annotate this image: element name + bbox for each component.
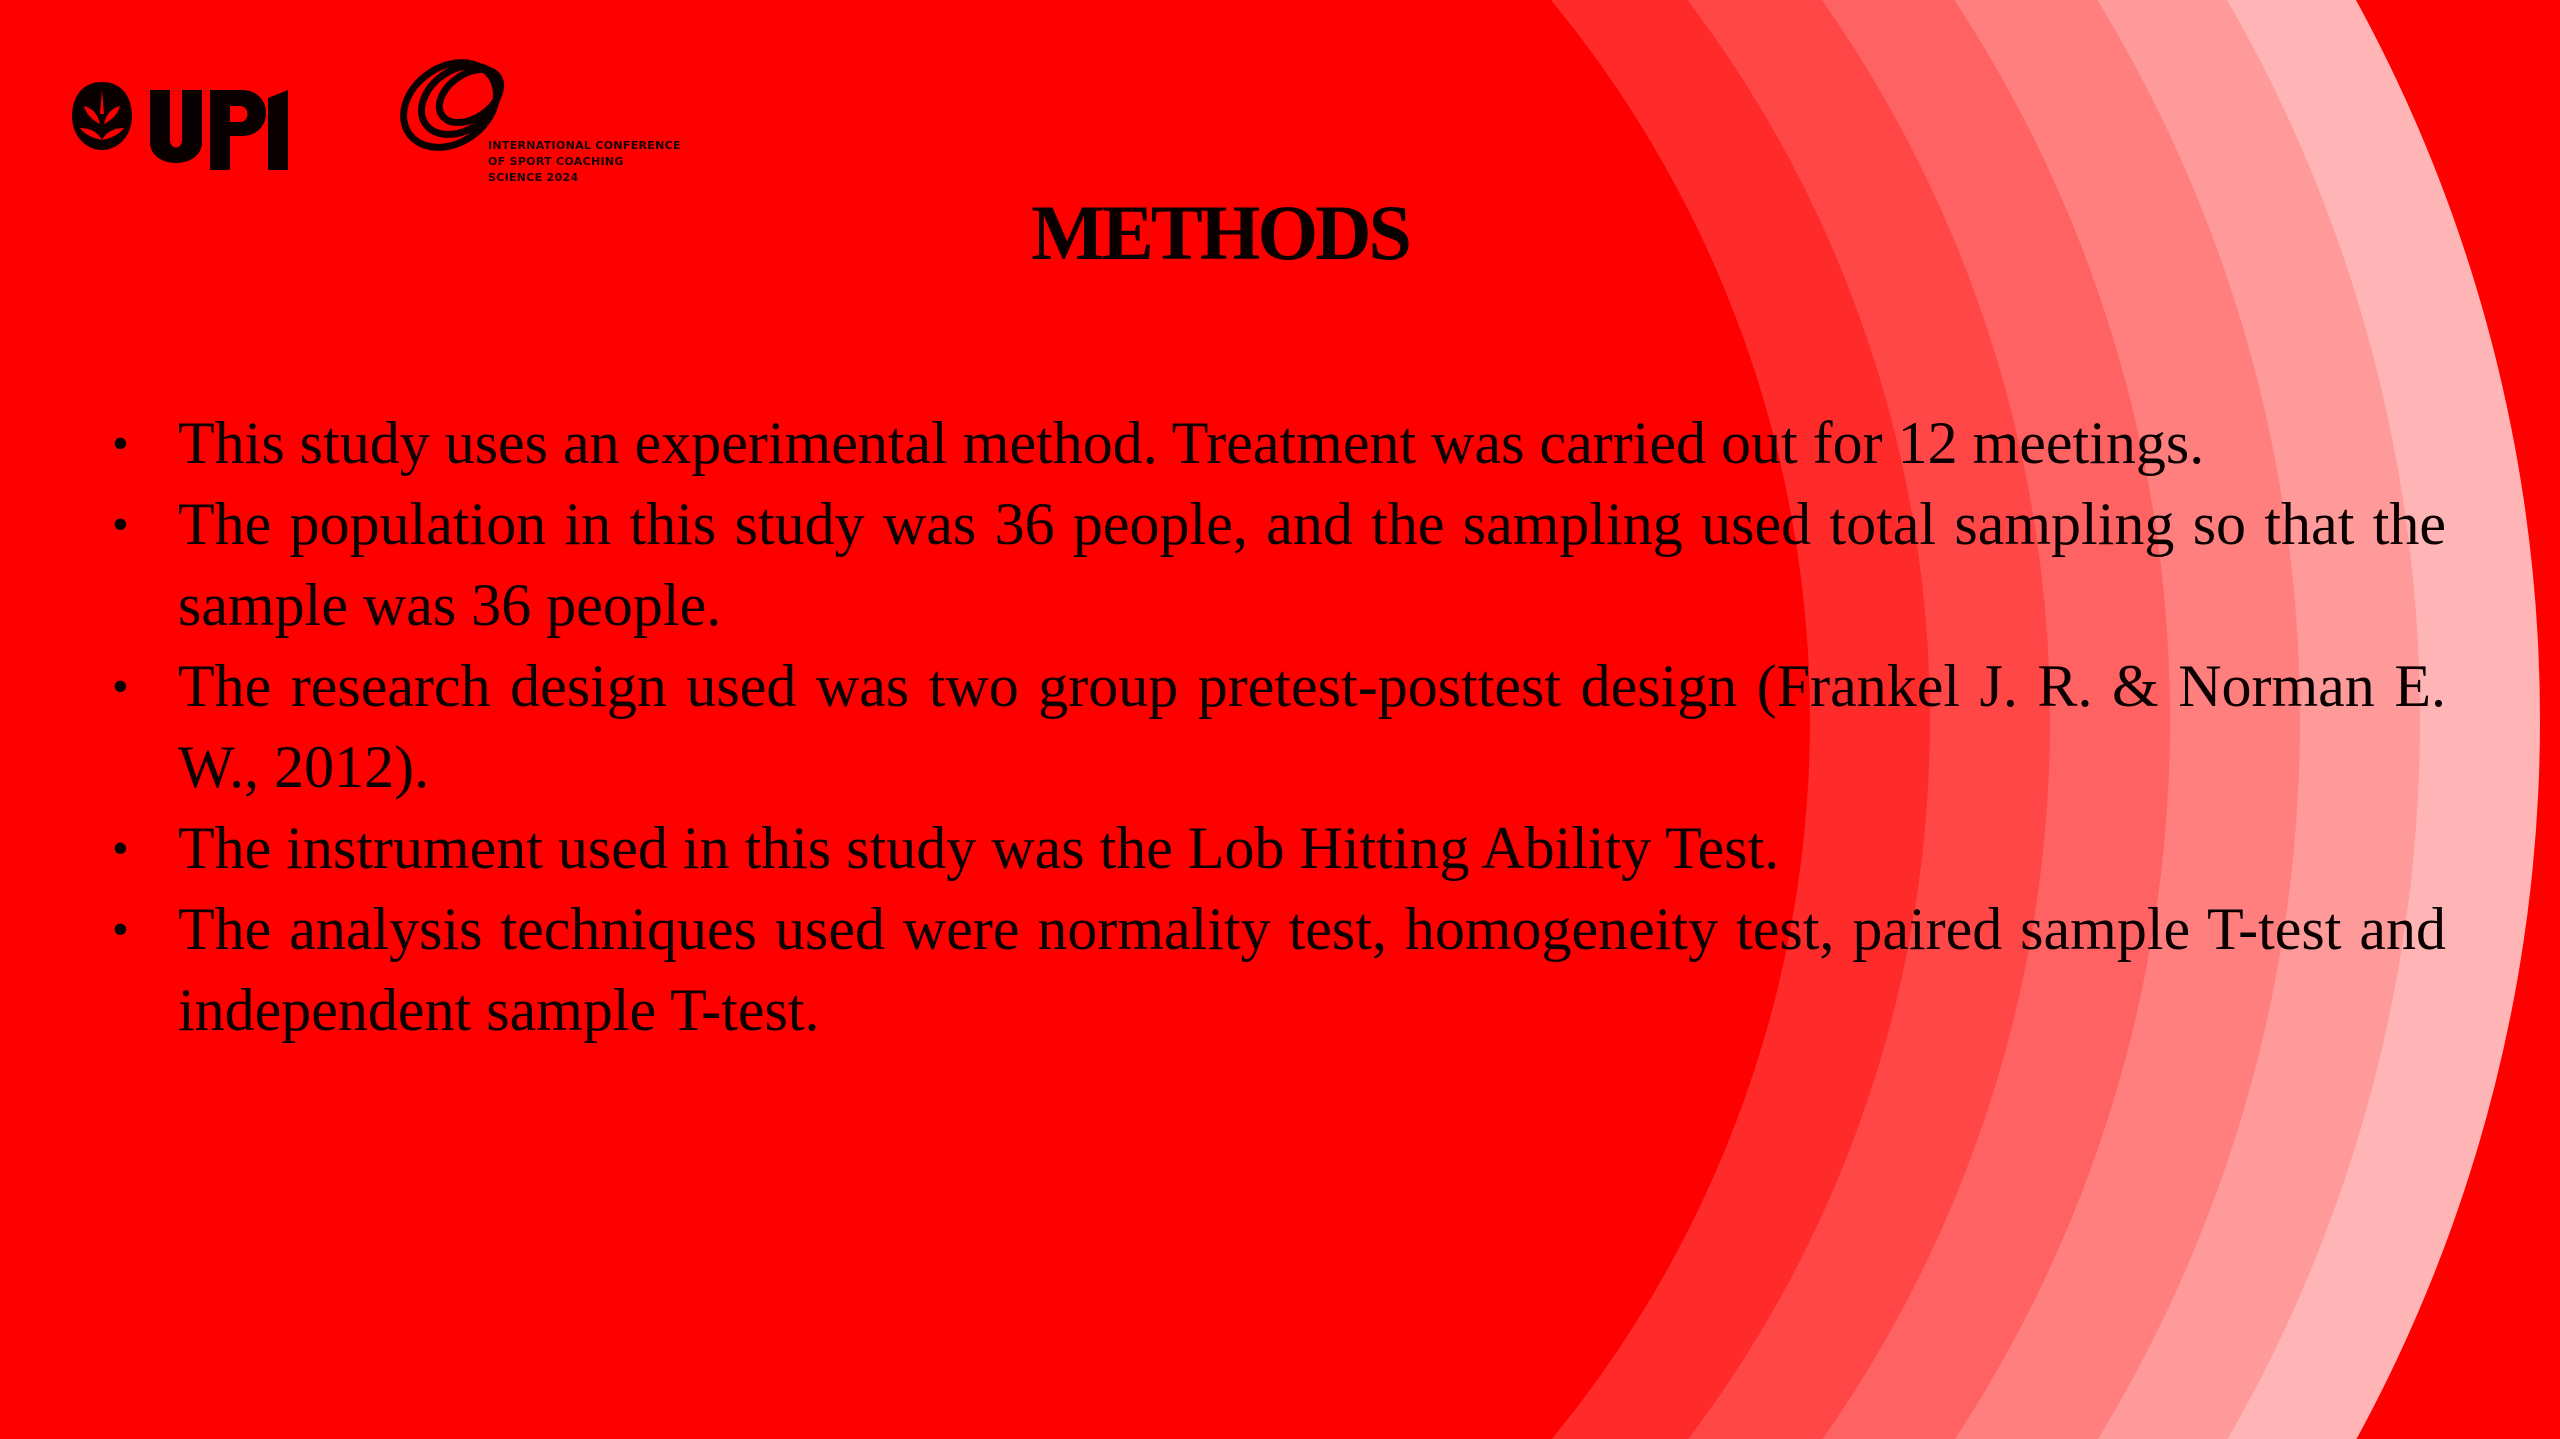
- bullet-icon: •: [112, 903, 129, 956]
- bullet-item: [110, 403, 2446, 484]
- upi-logo-icon: [70, 70, 310, 190]
- slide-title: METHODS: [1031, 189, 1409, 276]
- bullet-text: The research design used was two group pretest-posttest design (Frankel J. R. & Norman E. W., 2012).: [178, 653, 2446, 800]
- conference-line-1: INTERNATIONAL CONFERENCE: [488, 139, 681, 152]
- conference-line-2: OF SPORT COACHING: [488, 155, 624, 168]
- bullet-text: The analysis techniques used were normality test, homogeneity test, paired sample T-test and independent sample T-test.: [178, 896, 2446, 1043]
- bullet-icon: •: [112, 660, 129, 713]
- bullet-item: [110, 484, 2446, 646]
- conference-name-text: [488, 138, 681, 186]
- bullet-item: [110, 889, 2446, 1051]
- bullet-text: The instrument used in this study was the Lob Hitting Ability Test.: [178, 815, 1780, 881]
- bullet-icon: •: [112, 417, 129, 470]
- bullet-icon: •: [112, 822, 129, 875]
- bullet-list: [110, 403, 2446, 1051]
- bullet-icon: •: [112, 498, 129, 551]
- bullet-text: The population in this study was 36 people, and the sampling used total sampling so that the sample was 36 people.: [178, 491, 2446, 638]
- header-logos: [70, 50, 710, 190]
- bullet-text: This study uses an experimental method. Treatment was carried out for 12 meetings.: [178, 410, 2205, 476]
- bullet-item: [110, 646, 2446, 808]
- conference-line-3: SCIENCE 2024: [488, 171, 579, 184]
- bullet-item: [110, 808, 2446, 889]
